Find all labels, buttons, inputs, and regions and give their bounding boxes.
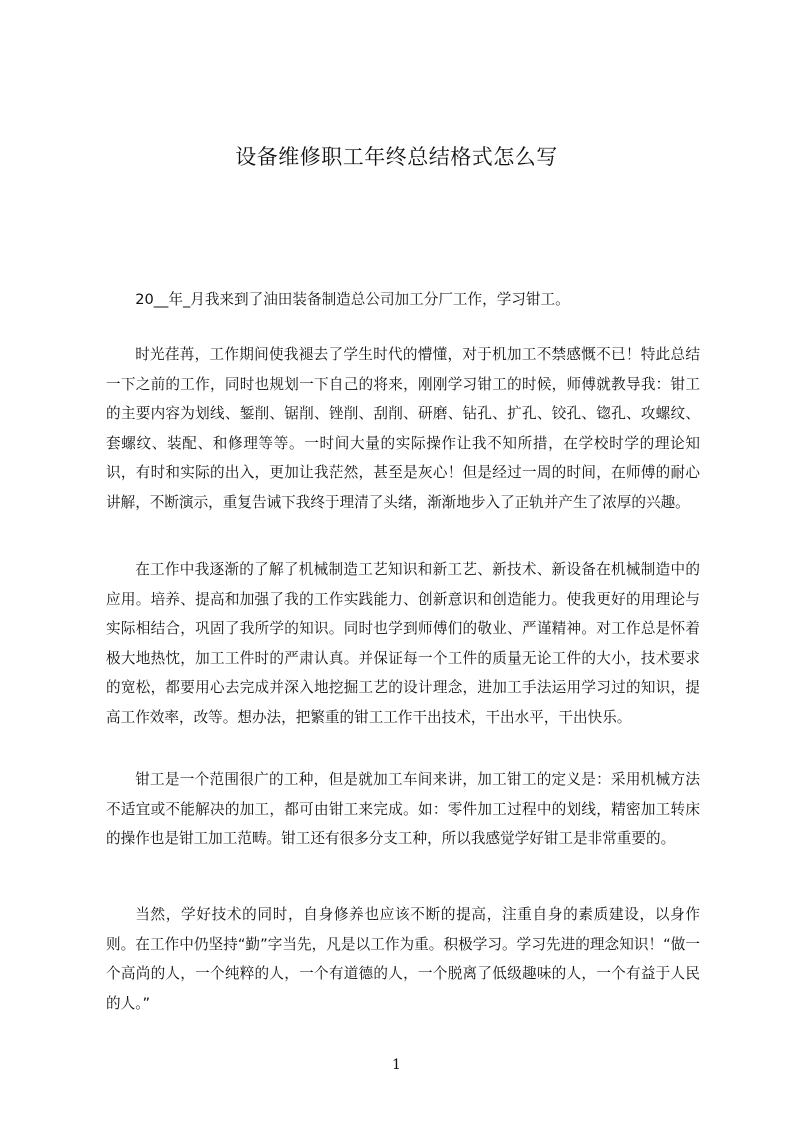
paragraph-fitter-definition: 钳工是一个范围很广的工种，但是就加工车间来讲，加工钳工的定义是：采用机械方法不适宜或不能解决的加工，都可由钳工来完成。如：零件加工过程中的划线，精密加工转床的操作也是钳工加工范畴。钳工还有很多分支工种，所以我感觉学好钳工是非常重要的。 xyxy=(106,771,700,847)
paragraph-self-cultivation: 当然，学好技术的同时，自身修养也应该不断的提高，注重自身的素质建设，以身作则。在工作中仍坚持“勤”字当先，凡是以工作为重。积极学习。学习先进的理念知识！“做一个高尚的人，一个纯粹的人，一个有道德的人，一个脱离了低级趣味的人，一个有益于人民的人。” xyxy=(106,906,700,1012)
document-title: 设备维修职工年终总结格式怎么写 xyxy=(235,145,558,169)
page-number: 1 xyxy=(392,1057,401,1073)
paragraph-learning-fitter: 时光荏苒，工作期间使我褪去了学生时代的懵懂，对于机加工不禁感慨不已！特此总结一下之前的工作，同时也规划一下自己的将来，刚刚学习钳工的时候，师傅就教导我：钳工的主要内容为划线、錾削、锯削、锉削、刮削、研磨、钻孔、扩孔、铰孔、锪孔、攻螺纹、套螺纹、装配、和修理等等。一时间大量的实际操作让我不知所措，在学校时学的理论知识，有时和实际的出入，更加让我茫然，甚至是灰心！但是经过一周的时间，在师傅的耐心讲解，不断演示，重复告诫下我终于理清了头绪，渐渐地步入了正轨并产生了浓厚的兴趣。 xyxy=(106,346,700,511)
paragraph-intro: 20__年_月我来到了油田装备制造总公司加工分厂工作，学习钳工。 xyxy=(135,291,570,308)
paragraph-work-knowledge: 在工作中我逐渐的了解了机械制造工艺知识和新工艺、新技术、新设备在机械制造中的应用。培养、提高和加强了我的工作实践能力、创新意识和创造能力。使我更好的用理论与实际相结合，巩固了我所学的知识。同时也学到师傅们的敬业、严谨精神。对工作总是怀着极大地热忱，加工工件时的严肃认真。并保证每一个工件的质量无论工件的大小，技术要求的宽松，都要用心去完成并深入地挖掘工艺的设计理念，进加工手法运用学习过的知识，提高工作效率，改等。想办法，把繁重的钳工工作干出技术，干出水平，干出快乐。 xyxy=(106,561,700,726)
